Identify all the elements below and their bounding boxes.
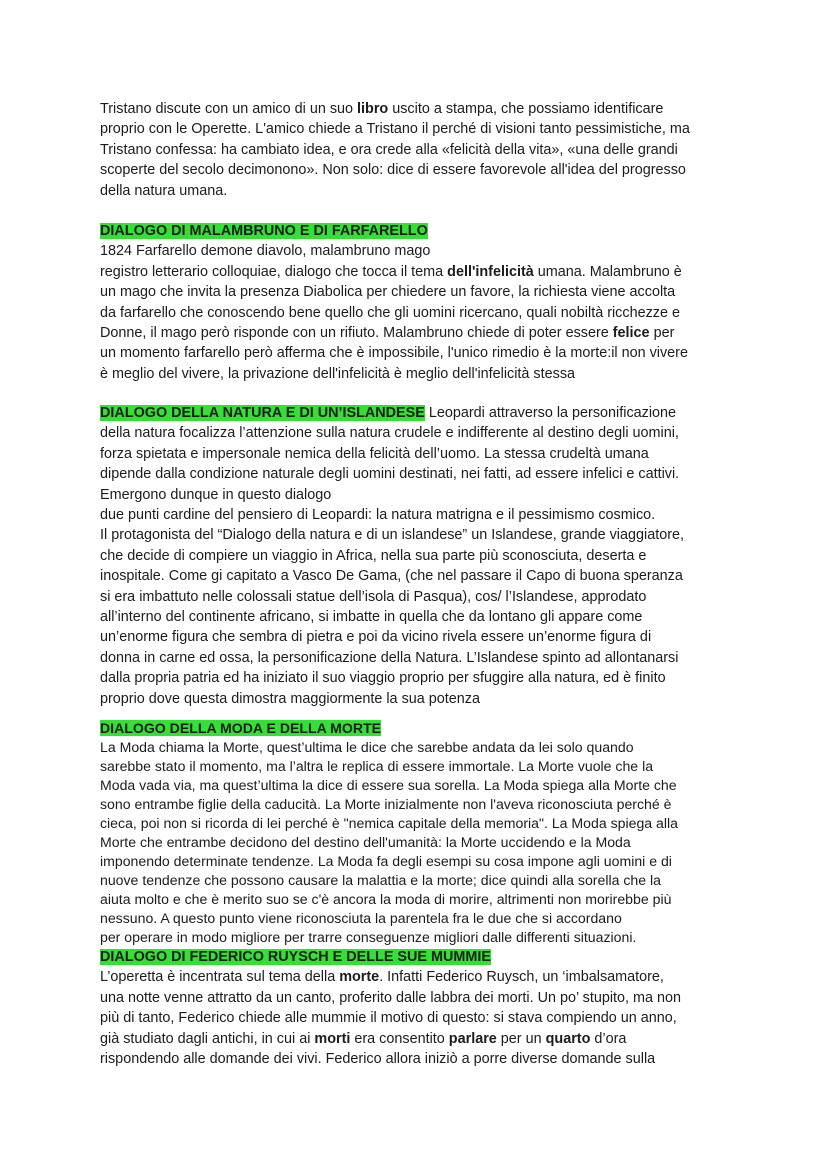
section-heading: DIALOGO DELLA MODA E DELLA MORTE	[100, 720, 382, 736]
intro-paragraph: Tristano discute con un amico di un suo libro uscito a stampa, che possiamo identificare proprio con le Operette. L'amico chiede a Tristano il perché di visioni tanto pessimistiche, ma Tristano confessa: ha cambiato idea, e ora crede alla «felicità della vita», «una delle grandi scoperte del secolo decimonono». Non solo: dice di essere favorevole all'idea del progresso della natura umana.	[100, 101, 690, 199]
section-heading: DIALOGO DELLA NATURA E DI UN’ISLANDESE	[100, 405, 425, 421]
section-malambruno: DIALOGO DI MALAMBRUNO E DI FARFARELLO 1824 Farfarello demone diavolo, malambruno mago registro letterario colloquiae, dialogo che tocca il tema dell'infelicità umana. Malambruno è un mago che invita la presenza Diabolica per chiedere un favore, la richiesta viene accolta da farfarello che conoscendo bene quello che gli uomini ricercano, quali nobiltà ricchezze e Donne, il mago però risponde con un rifiuto. Malambruno chiede di poter essere felice per un momento farfarello però afferma che è impossibile, l'unico rimedio è la morte:il non vivere è meglio del vivere, la privazione dell'infelicità è meglio dell'infelicità stessa	[100, 223, 688, 382]
section-heading: DIALOGO DI MALAMBRUNO E DI FARFARELLO	[100, 223, 428, 239]
section-islandese: DIALOGO DELLA NATURA E DI UN’ISLANDESE Leopardi attraverso la personificazione della natura focalizza l’attenzione sulla natura crudele e indifferente al destino degli uomini, forza spietata e impersonale nemica della felicità dell’uomo. La stessa crudeltà umana dipende dalla condizione naturale degli uomini destinati, nei fatti, ad essere infelici e cattivi. Emergono dunque in questo dialogo due punti cardine del pensiero di Leopardi: la natura matrigna e il pessimismo cosmico. Il protagonista del “Dialogo della natura e di un islandese” un Islandese, grande viaggiatore, che decide di compiere un viaggio in Africa, nella sua parte più sconosciuta, deserta e inospitale. Come gi capitato a Vasco De Gama, (che nel passare il Capo di buona speranza si era imbattuto nelle colossali statue dell’isola di Pasqua), cos/ l’Islandese, approdato all’interno del continente africano, si imbatte in quella che da lontano gli appare come un’enorme figura che sembra di pietra e poi da vicino rivela essere un’enorme figura di donna in carne ed ossa, la personificazione della Natura. L’Islandese spinto ad allontanarsi dalla propria patria ed ha iniziato il suo viaggio proprio per sfuggire alla natura, ed è finito proprio dove questa dimostra maggiormente la sua potenza	[100, 405, 685, 707]
section-moda: DIALOGO DELLA MODA E DELLA MORTE La Moda chiama la Morte, quest’ultima le dice che sarebbe andata da lei solo quando sarebbe stato il momento, ma l’altra le replica di essere immortale. La Morte vuole che la Moda vada via, ma quest’ultima la dice di essere sua sorella. La Moda spiega alla Morte che sono entrambe figlie della caducità. La Morte inizialmente non l'aveva riconosciuta perché è cieca, poi non si ricorda di lei perché è "nemica capitale della memoria". La Moda spiega alla Morte che entrambe decidono del destino dell'umanità: la Morte uccidendo e la Moda imponendo determinate tendenze. La Moda fa degli esempi su cosa impone agli uomini e di nuove tendenze che possono causare la malattia e la morte; dice quindi alla sorella che la aiuta molto e che è merito suo se c'è ancora la moda di morire, altrimenti non morirebbe più nessuno. A questo punto viene riconosciuta la parentela fra le due che si accordano per operare in modo migliore per trarre conseguenze migliori dalle differenti situazioni.	[100, 720, 678, 945]
section-heading: DIALOGO DI FEDERICO RUYSCH E DELLE SUE MUMMIE	[100, 949, 491, 965]
section-ruysch: DIALOGO DI FEDERICO RUYSCH E DELLE SUE MUMMIE L’operetta è incentrata sul tema della morte. Infatti Federico Ruysch, un ‘imbalsamatore, una notte venne attratto da un canto, proferito dalle labbra dei morti. Un po’ stupito, ma non più di tanto, Federico chiede alle mummie il motivo di questo: si stava compiendo un anno, già studiato dagli antichi, in cui ai morti era consentito parlare per un quarto d’ora rispondendo alle domande dei vivi. Federico allora iniziò a porre diverse domande sulla	[100, 949, 682, 1068]
